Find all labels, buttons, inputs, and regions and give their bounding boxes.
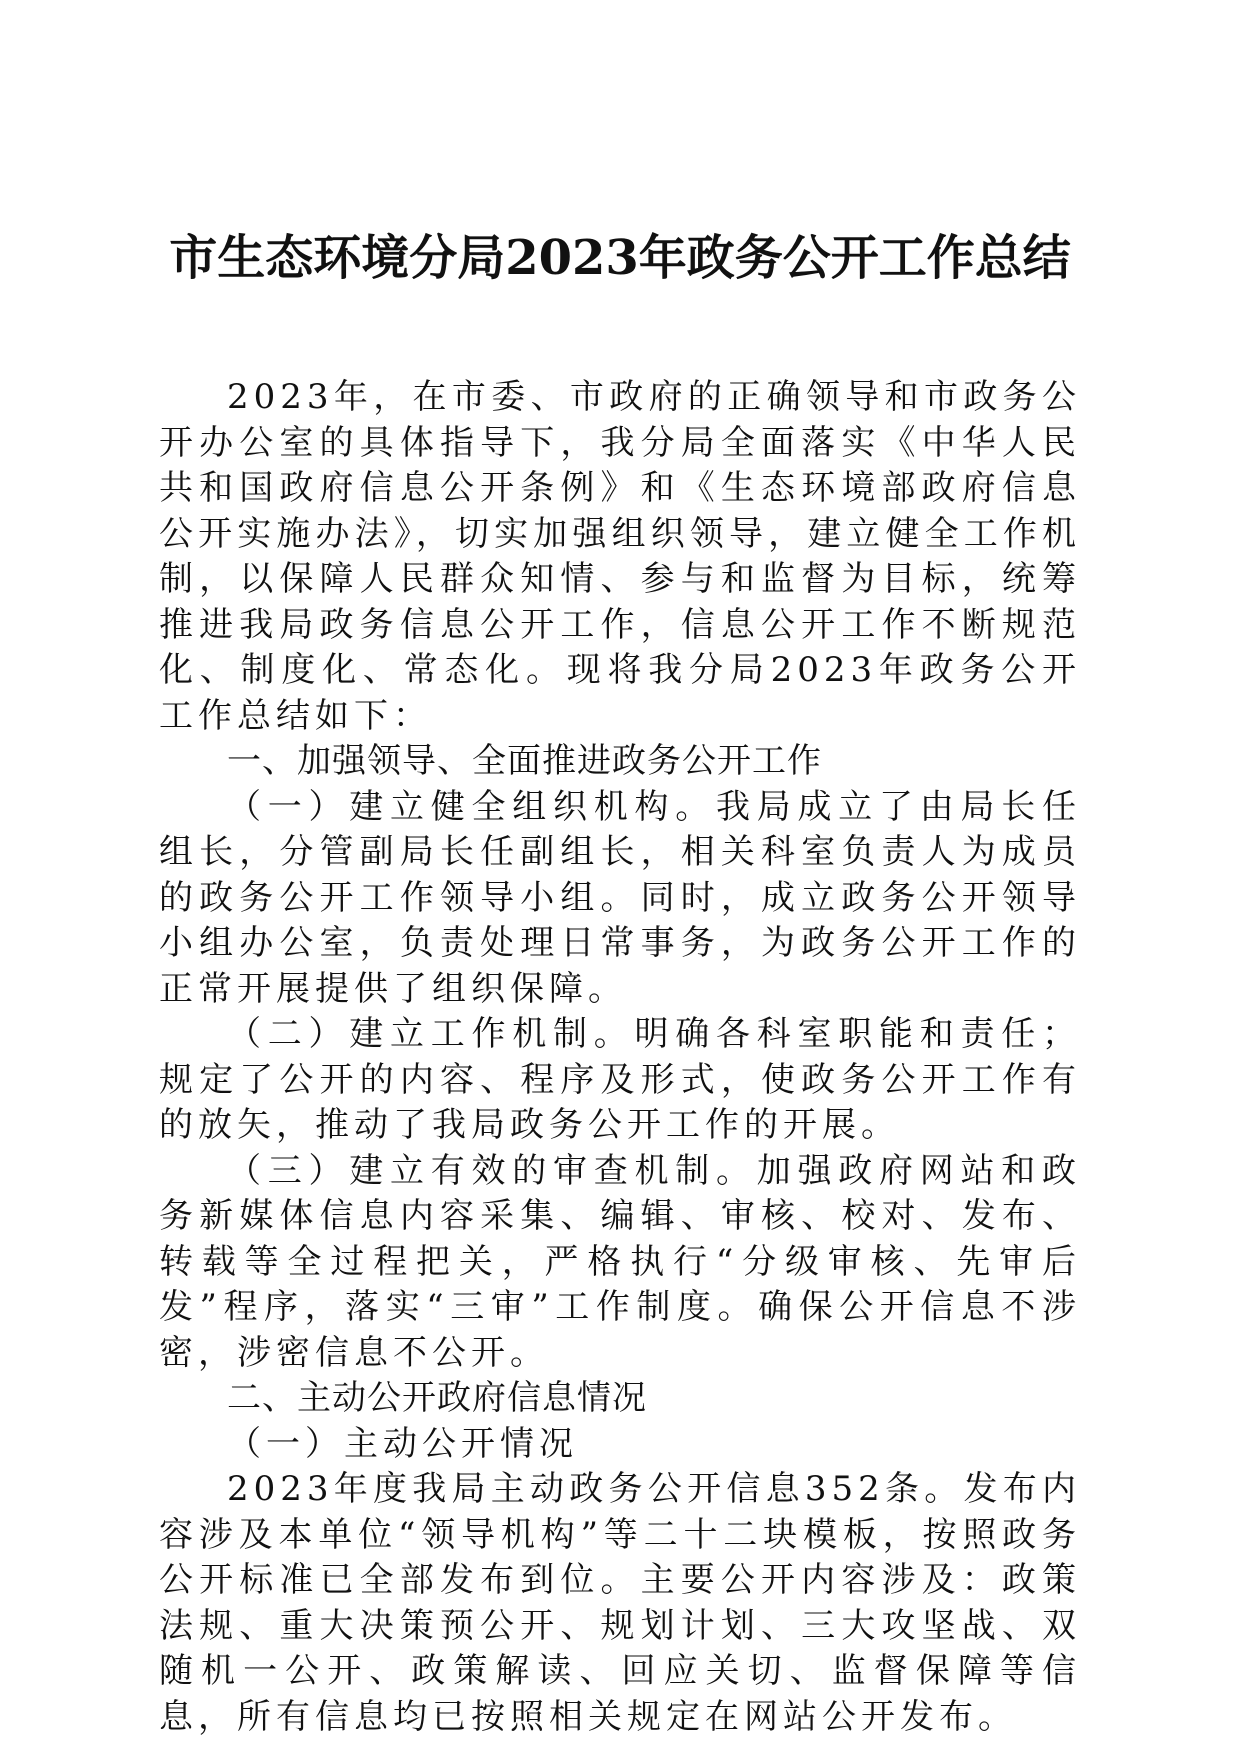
section-heading-1: 一、加强领导、全面推进政务公开工作	[227, 741, 822, 781]
subsection-paragraph-1-2: （二）建立工作机制。明确各科室职能和责任；规定了公开的内容、程序及形式，使政务公开工作有的放矢，推动了我局政务公开工作的开展。	[159, 1014, 1081, 1145]
document-body	[159, 375, 1081, 1740]
subsection-paragraph-1-1: （一）建立健全组织机构。我局成立了由局长任组长，分管副局长任副组长，相关科室负责人为成员的政务公开工作领导小组。同时，成立政务公开领导小组办公室，负责处理日常事务，为政务公开工作的正常开展提供了组织保障。	[159, 786, 1081, 1009]
intro-paragraph: 2023年，在市委、市政府的正确领导和市政务公开办公室的具体指导下，我分局全面落实《中华人民共和国政府信息公开条例》和《生态环境部政府信息公开实施办法》，切实加强组织领导，建立健全工作机制，以保障人民群众知情、参与和监督为目标，统筹推进我局政务信息公开工作，信息公开工作不断规范化、制度化、常态化。现将我分局2023年政务公开工作总结如下：	[159, 377, 1081, 736]
subsection-paragraph-2-1: 2023年度我局主动政务公开信息352条。发布内容涉及本单位“领导机构”等二十二块模板，按照政务公开标准已全部发布到位。主要公开内容涉及：政策法规、重大决策预公开、规划计划、三大攻坚战、双随机一公开、政策解读、回应关切、监督保障等信息，所有信息均已按照相关规定在网站公开发布。	[159, 1469, 1081, 1737]
section-heading-2: 二、主动公开政府信息情况	[227, 1378, 647, 1418]
subsection-paragraph-1-3: （三）建立有效的审查机制。加强政府网站和政务新媒体信息内容采集、编辑、审核、校对、发布、转载等全过程把关，严格执行“分级审核、先审后发”程序，落实“三审”工作制度。确保公开信息不涉密，涉密信息不公开。	[159, 1150, 1081, 1373]
subsection-heading-2-1: （一）主动公开情况	[227, 1423, 578, 1464]
document-title: 市生态环境分局2023年政务公开工作总结	[169, 230, 1071, 286]
